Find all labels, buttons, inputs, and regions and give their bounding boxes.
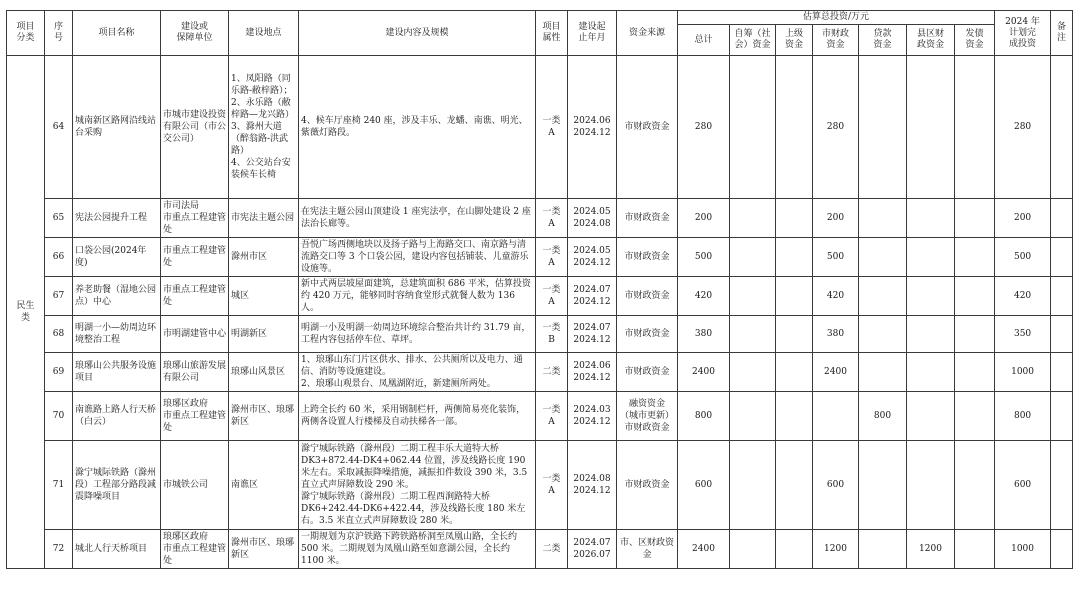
cell-county-fin [907,238,955,277]
cell-bond [955,238,995,277]
cell-period: 2024.05 2024.12 [568,238,617,277]
cell-total: 2400 [678,353,730,392]
cell-content: 上跨全长约 60 米，采用钢制栏杆，两侧简易亮化装饰，两侧各设置人行楼梯及自动扶梯各一部。 [299,392,536,441]
cell-unit: 市城铁公司 [161,441,229,530]
cell-period: 2024.07 2024.12 [568,277,617,316]
header-upper: 上级 资金 [776,25,813,56]
cell-upper [776,238,813,277]
cell-remark [1051,277,1073,316]
cell-fund-source: 市、区财政资金 [617,530,678,569]
cell-total: 280 [678,56,730,199]
cell-bond [955,353,995,392]
cell-period: 2024.06 2024.12 [568,56,617,199]
cell-name: 南谯路上路人行天桥（白云） [73,392,161,441]
cell-city-fin: 2400 [813,353,859,392]
table-row [7,316,1073,353]
cell-content: 一期规划为京沪铁路下跨铁路桥洞至凤凰山路，全长约 500 米。二期规划为凤凰山路至如意湖公园，全长约 1100 米。 [299,530,536,569]
cell-plan-2024: 280 [995,56,1051,199]
cell-total: 500 [678,238,730,277]
cell-upper [776,441,813,530]
cell-period: 2024.07 2024.12 [568,316,617,353]
cell-total: 200 [678,199,730,238]
header-row-1 [7,11,1073,25]
cell-location: 明湖新区 [229,316,299,353]
header-remark: 备注 [1051,11,1073,56]
cell-name: 城北人行天桥项目 [73,530,161,569]
cell-location: 琅琊山风景区 [229,353,299,392]
cell-plan-2024: 350 [995,316,1051,353]
header-self-raised: 自筹（社 会）资金 [730,25,776,56]
cell-county-fin [907,441,955,530]
cell-self-raised [730,199,776,238]
header-city-fin: 市财政 资金 [813,25,859,56]
cell-attr: 一类 A [536,199,568,238]
header-plan-2024: 2024 年 计划完 成投资 [995,11,1051,56]
cell-self-raised [730,277,776,316]
cell-attr: 一类 A [536,392,568,441]
cell-bond [955,277,995,316]
cell-total: 600 [678,441,730,530]
cell-unit: 市城市建设投资有限公司（市公交公司） [161,56,229,199]
cell-name: 明湖一小—幼周边环境整治工程 [73,316,161,353]
cell-self-raised [730,353,776,392]
cell-attr: 一类 A [536,238,568,277]
cell-seq: 69 [45,353,73,392]
cell-loan [859,277,907,316]
cell-city-fin: 420 [813,277,859,316]
cell-city-fin: 280 [813,56,859,199]
category-cell: 民生 类 [7,56,45,569]
cell-upper [776,392,813,441]
cell-county-fin [907,199,955,238]
cell-county-fin [907,316,955,353]
cell-city-fin: 600 [813,441,859,530]
cell-remark [1051,199,1073,238]
header-fund-source: 资金来源 [617,11,678,56]
cell-self-raised [730,316,776,353]
cell-city-fin [813,392,859,441]
cell-period: 2024.05 2024.08 [568,199,617,238]
header-attr: 项目 属性 [536,11,568,56]
cell-plan-2024: 200 [995,199,1051,238]
cell-unit: 琅琊山旅游发展有限公司 [161,353,229,392]
cell-city-fin: 380 [813,316,859,353]
cell-self-raised [730,530,776,569]
table-row [7,392,1073,441]
cell-city-fin: 500 [813,238,859,277]
cell-plan-2024: 600 [995,441,1051,530]
cell-fund-source: 融资资金 （城市更新） 市财政资金 [617,392,678,441]
header-seq: 序 号 [45,11,73,56]
cell-attr: 一类 A [536,56,568,199]
cell-content: 新中式两层坡屋面建筑，总建筑面积 686 平米，估算投资约 420 万元，能够同时容纳食堂形式就餐人数为 136 人。 [299,277,536,316]
cell-city-fin: 1200 [813,530,859,569]
cell-name: 宪法公园提升工程 [73,199,161,238]
cell-upper [776,56,813,199]
cell-loan [859,530,907,569]
header-loan: 贷款 资金 [859,25,907,56]
cell-remark [1051,316,1073,353]
cell-county-fin: 1200 [907,530,955,569]
cell-fund-source: 市财政资金 [617,316,678,353]
header-county-fin: 县区财 政资金 [907,25,955,56]
cell-location: 滁州市区、琅琊新区 [229,530,299,569]
cell-upper [776,530,813,569]
cell-upper [776,199,813,238]
cell-unit: 市重点工程建管处 [161,238,229,277]
cell-unit: 市司法局 市重点工程建管处 [161,199,229,238]
cell-remark [1051,238,1073,277]
table-row [7,277,1073,316]
cell-remark [1051,441,1073,530]
cell-seq: 67 [45,277,73,316]
cell-self-raised [730,238,776,277]
cell-content: 滁宁城际铁路（滁州段）二期工程丰乐大道特大桥 DK3+872.44-DK4+062.44 位置，涉及线路长度 190 米左右。采取减振降噪措施，减振扣件数设 390 米，3.5 直立式声屏障数设 290 米。 滁宁城际铁路（滁州段）二期工程西涧路特大桥 DK6+242.44-DK6+422.44，涉及线路长度 180 米左右。3.5 米直立式声屏障数设 280 米。 [299,441,536,530]
cell-total: 420 [678,277,730,316]
cell-attr: 一类 A [536,441,568,530]
cell-remark [1051,56,1073,199]
cell-attr: 一类 B [536,316,568,353]
cell-bond [955,56,995,199]
table-row [7,441,1073,530]
cell-fund-source: 市财政资金 [617,441,678,530]
table-row [7,199,1073,238]
cell-bond [955,316,995,353]
cell-self-raised [730,441,776,530]
cell-seq: 64 [45,56,73,199]
header-unit: 建设或 保障单位 [161,11,229,56]
cell-remark [1051,530,1073,569]
cell-loan [859,56,907,199]
cell-seq: 70 [45,392,73,441]
cell-loan: 800 [859,392,907,441]
cell-remark [1051,392,1073,441]
cell-location: 1、凤阳路（同乐路-敝梓路）； 2、永乐路（敝梓路—龙兴路） 3、滁州大道（醉翁路-洪武路） 4、公交站台安装候车长椅 [229,56,299,199]
cell-county-fin [907,56,955,199]
cell-bond [955,392,995,441]
cell-location: 南谯区 [229,441,299,530]
cell-total: 2400 [678,530,730,569]
header-name: 项目名称 [73,11,161,56]
cell-remark [1051,353,1073,392]
cell-loan [859,441,907,530]
header-period: 建设起 止年月 [568,11,617,56]
table-body [7,56,1073,569]
cell-plan-2024: 500 [995,238,1051,277]
cell-county-fin [907,353,955,392]
cell-loan [859,199,907,238]
cell-self-raised [730,56,776,199]
header-bond: 发债 资金 [955,25,995,56]
cell-attr: 二类 [536,353,568,392]
header-category: 项目 分类 [7,11,45,56]
cell-fund-source: 市财政资金 [617,238,678,277]
cell-name: 城南新区路网沿线站台采购 [73,56,161,199]
cell-fund-source: 市财政资金 [617,199,678,238]
cell-loan [859,316,907,353]
cell-content: 明湖一小及明湖一幼周边环境综合整治共计约 31.79 亩，工程内容包括停车位、草坪。 [299,316,536,353]
cell-total: 380 [678,316,730,353]
cell-upper [776,316,813,353]
cell-bond [955,530,995,569]
cell-county-fin [907,392,955,441]
cell-location: 滁州市区 [229,238,299,277]
cell-upper [776,353,813,392]
header-total: 总计 [678,25,730,56]
header-location: 建设地点 [229,11,299,56]
cell-period: 2024.03 2024.12 [568,392,617,441]
cell-plan-2024: 800 [995,392,1051,441]
cell-content: 吾悦广场西侧地块以及扬子路与上海路交口、南京路与清流路交口等 3 个口袋公园，建设内容包括铺装、儿童游乐设施等。 [299,238,536,277]
cell-content: 在宪法主题公园山顶建设 1 座宪法亭，在山脚处建设 2 座法治长廊等。 [299,199,536,238]
cell-period: 2024.06 2024.12 [568,353,617,392]
cell-unit: 市明湖建管中心 [161,316,229,353]
cell-seq: 65 [45,199,73,238]
project-table [6,10,1073,569]
cell-location: 市宪法主题公园 [229,199,299,238]
cell-location: 滁州市区、琅琊新区 [229,392,299,441]
cell-city-fin: 200 [813,199,859,238]
cell-plan-2024: 1000 [995,353,1051,392]
cell-county-fin [907,277,955,316]
table-row [7,56,1073,199]
cell-bond [955,441,995,530]
header-content: 建设内容及规模 [299,11,536,56]
cell-unit: 琅琊区政府 市重点工程建管处 [161,392,229,441]
cell-loan [859,238,907,277]
cell-attr: 二类 [536,530,568,569]
cell-seq: 68 [45,316,73,353]
cell-unit: 琅琊区政府 市重点工程建管处 [161,530,229,569]
cell-content: 4、候车厅座椅 240 座，涉及丰乐、龙蟠、南谯、明光、紫薇灯路段。 [299,56,536,199]
cell-attr: 一类 A [536,277,568,316]
cell-location: 城区 [229,277,299,316]
cell-upper [776,277,813,316]
cell-unit: 市重点工程建管处 [161,277,229,316]
cell-period: 2024.07 2026.07 [568,530,617,569]
cell-name: 琅琊山公共服务设施项目 [73,353,161,392]
cell-period: 2024.08 2024.12 [568,441,617,530]
header-invest-group: 估算总投资/万元 [678,11,995,25]
cell-plan-2024: 1000 [995,530,1051,569]
cell-self-raised [730,392,776,441]
cell-loan [859,353,907,392]
cell-fund-source: 市财政资金 [617,56,678,199]
cell-seq: 72 [45,530,73,569]
cell-content: 1、琅琊山东门片区供水、排水、公共厕所以及电力、通信、消防等设施建设。 2、琅琊山观景台、凤凰湖附近，新建厕所两处。 [299,353,536,392]
table-row [7,530,1073,569]
cell-name: 口袋公园(2024年度) [73,238,161,277]
cell-name: 滁宁城际铁路（滁州段）工程部分路段减震降噪项目 [73,441,161,530]
cell-seq: 66 [45,238,73,277]
cell-seq: 71 [45,441,73,530]
cell-total: 800 [678,392,730,441]
cell-name: 养老助餐（湿地公园点）中心 [73,277,161,316]
cell-bond [955,199,995,238]
table-row [7,353,1073,392]
table-row [7,238,1073,277]
cell-plan-2024: 420 [995,277,1051,316]
cell-fund-source: 市财政资金 [617,277,678,316]
cell-fund-source: 市财政资金 [617,353,678,392]
